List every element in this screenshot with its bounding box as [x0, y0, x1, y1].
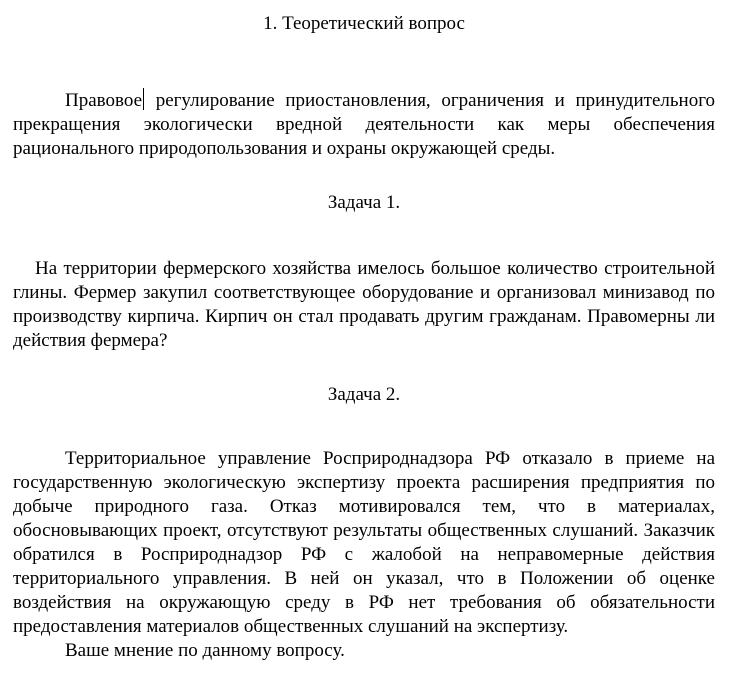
task1-heading: Задача 1.	[327, 192, 401, 213]
task2-heading: Задача 2.	[327, 384, 401, 405]
question-heading: 1. Теоретический вопрос	[263, 13, 465, 34]
question-text: регулирование приостановления, ограничения и принудительного прекращения экологически вредной деятельности как меры обеспечения рационального природопользования и охраны окружающей среды.	[13, 90, 716, 159]
task2-question: Ваше мнение по данному вопросу.	[65, 640, 345, 661]
task2-paragraph: Территориальное управление Росприроднадзора РФ отказало в приеме на государственную экологическую экспертизу проекта расширения предприятия по добыче природного газа. Отказ мотивировался тем, что в материалах, обосновывающих проект, отсутствуют результаты общественных слушаний. Заказчик обратился в Росприроднадзор РФ с жалобой на неправомерные действия территориального управления. В ней он указал, что в Положении об оценке воздействия на окружающую среду в РФ нет требования об обязательности предоставления материалов общественных слушаний на экспертизу.	[13, 448, 715, 637]
task1-paragraph: На территории фермерского хозяйства имелось большое количество строительной глины. Фермер закупил соответствующее оборудование и организовал минизавод по производству кирпича. Кирпич он стал продавать другим гражданам. Правомерны ли действия фермера?	[13, 258, 715, 351]
question-paragraph	[13, 88, 715, 161]
question-first-word: Правовое	[65, 90, 143, 111]
document-page	[13, 0, 715, 663]
text-cursor	[143, 88, 144, 110]
